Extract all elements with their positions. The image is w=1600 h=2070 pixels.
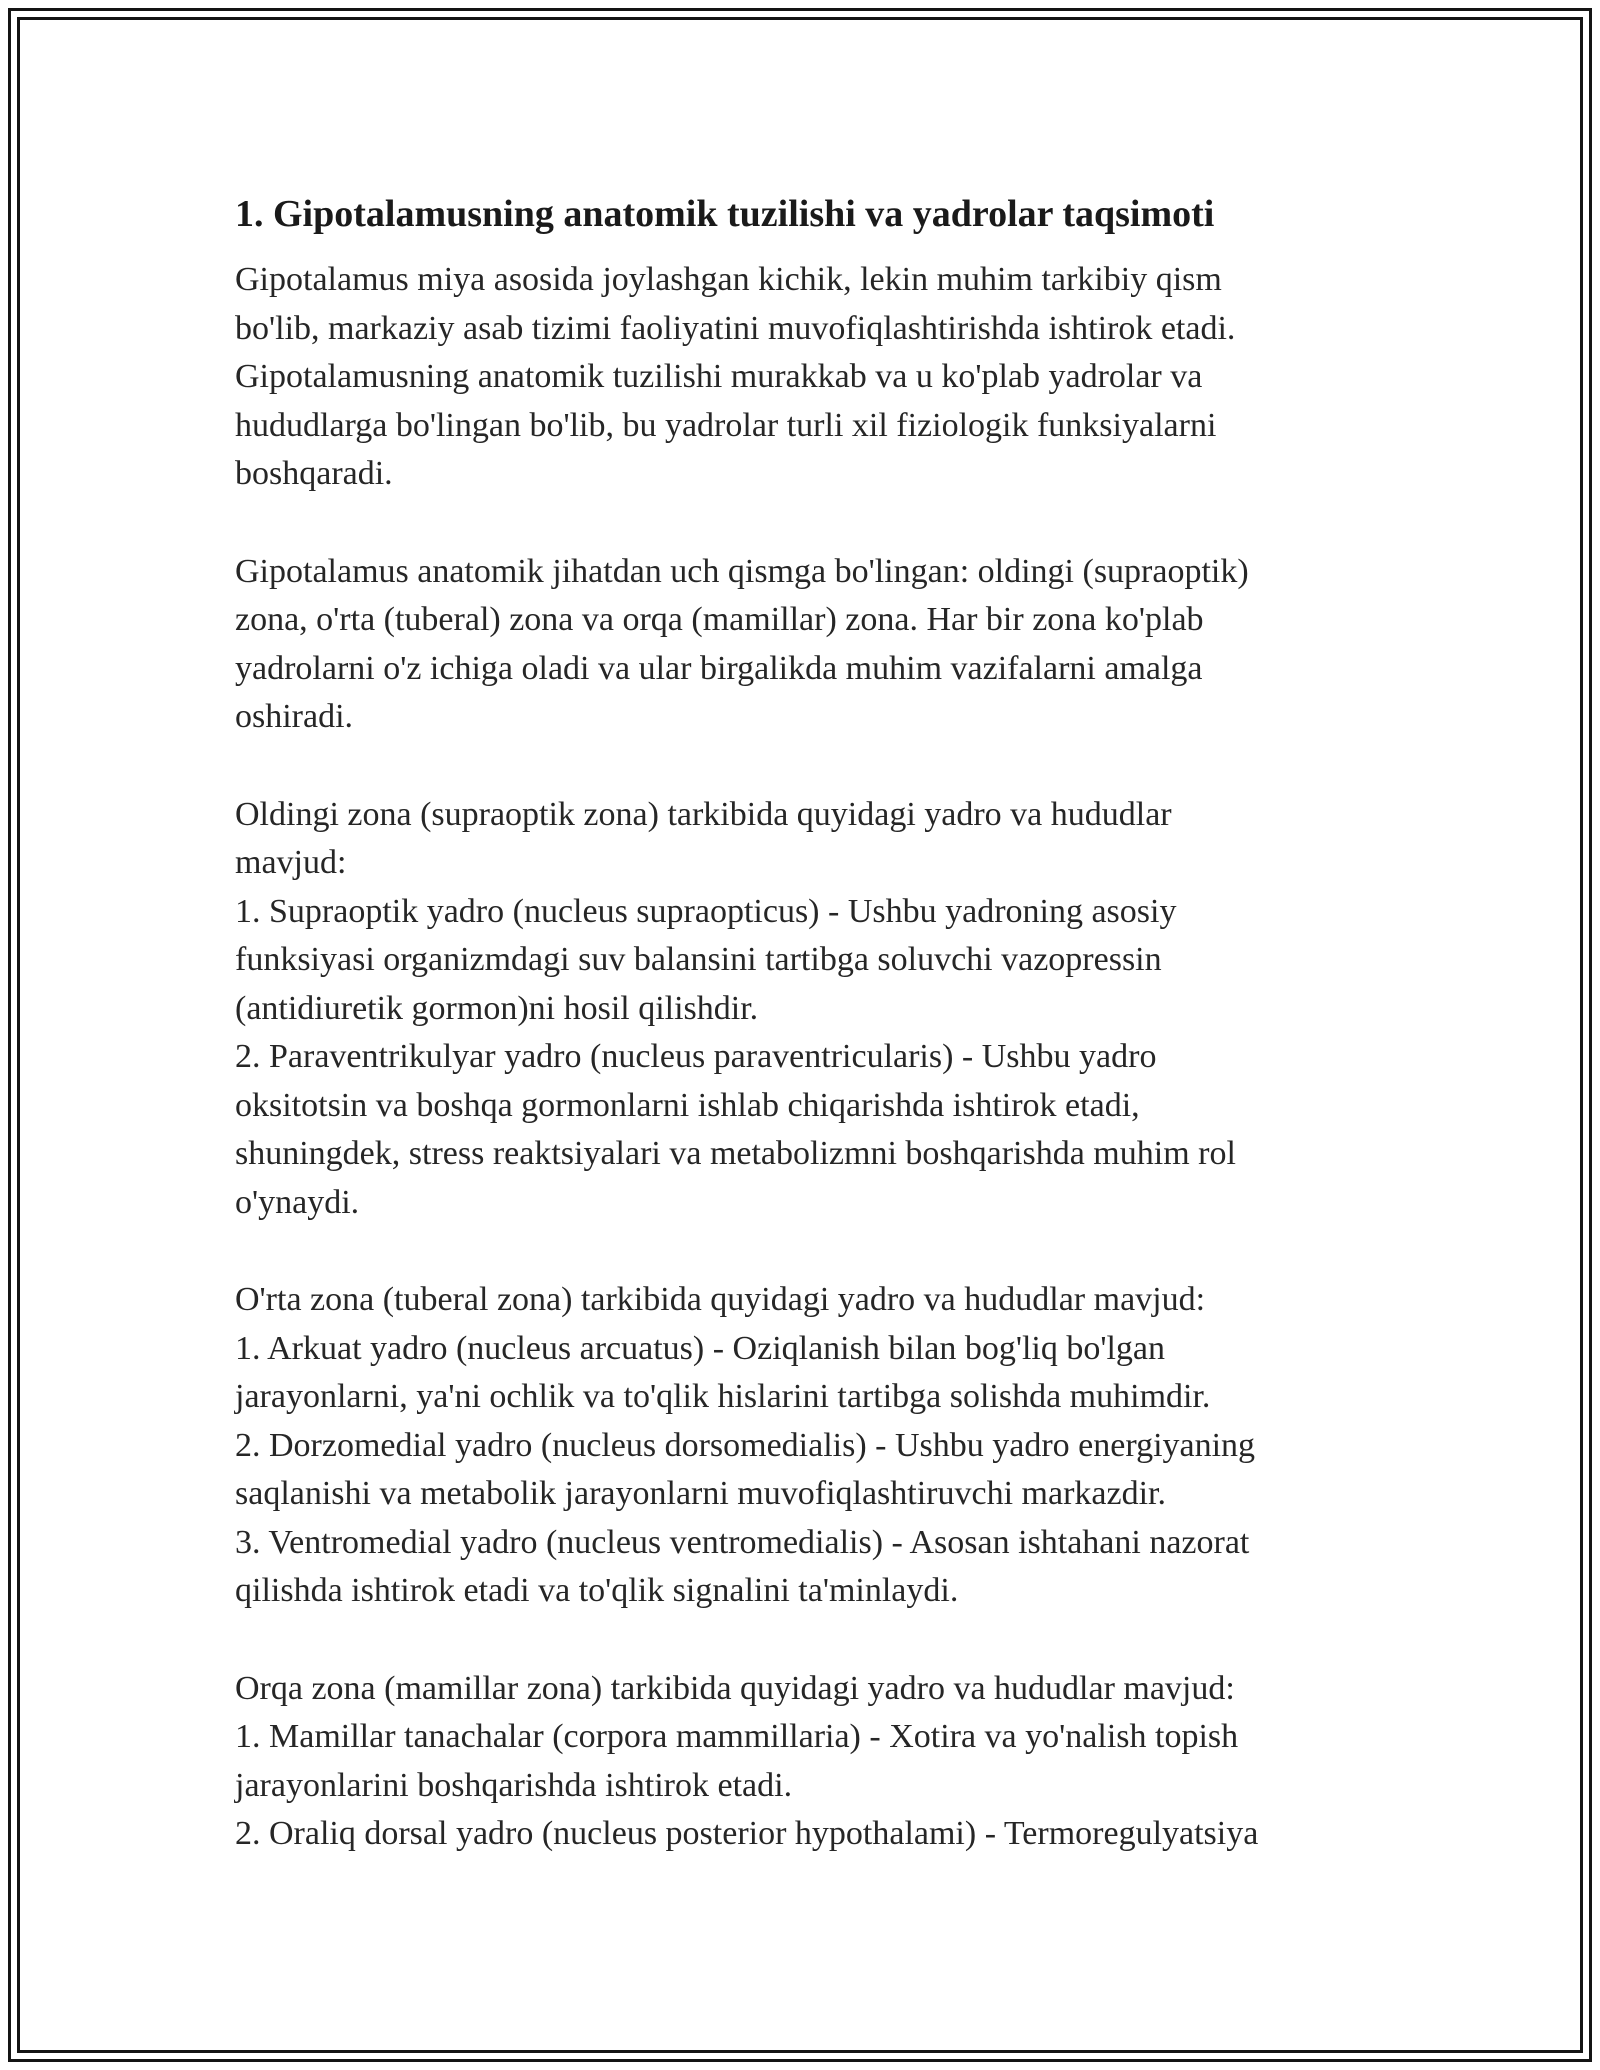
- text-line: yadrolarni o'z ichiga oladi va ular birgalikda muhim vazifalarni amalga: [235, 649, 1203, 687]
- text-line: O'rta zona (tuberal zona) tarkibida quyidagi yadro va hududlar mavjud:: [235, 1281, 1206, 1318]
- text-line: shuningdek, stress reaktsiyalari va metabolizmni boshqarishda muhim rol: [235, 1135, 1236, 1172]
- text-line: (antidiuretik gormon)ni hosil qilishdir.: [235, 989, 759, 1027]
- text-line: Orqa zona (mamillar zona) tarkibida quyidagi yadro va hududlar mavjud:: [235, 1669, 1235, 1707]
- text-line: bo'lib, markaziy asab tizimi faoliyatini muvofiqlashtirishda ishtirok etadi.: [235, 309, 1236, 347]
- document-body: [235, 182, 1365, 1859]
- text-line: hududlarga bo'lingan bo'lib, bu yadrolar turli xil fiziologik funksiyalarni: [235, 406, 1217, 444]
- list-item: 2. Paraventrikulyar yadro (nucleus paraventricularis) - Ushbu yadro: [235, 1038, 1157, 1075]
- paragraph-posterior-zone: [235, 1665, 1365, 1859]
- text-line: mavjud:: [235, 844, 347, 881]
- text-line: Gipotalamusning anatomik tuzilishi murakkab va u ko'plab yadrolar va: [235, 358, 1203, 395]
- text-line: Oldingi zona (supraoptik zona) tarkibida quyidagi yadro va hududlar: [235, 795, 1172, 833]
- list-item: 2. Oraliq dorsal yadro (nucleus posterior hypothalami) - Termoregulyatsiya: [235, 1815, 1259, 1852]
- text-line: o'ynaydi.: [235, 1183, 360, 1221]
- text-line: zona, o'rta (tuberal) zona va orqa (mamillar) zona. Har bir zona ko'plab: [235, 601, 1204, 638]
- section-title: 1. Gipotalamusning anatomik tuzilishi va yadrolar taqsimoti: [235, 193, 1215, 235]
- text-line: Gipotalamus anatomik jihatdan uch qismga bo'lingan: oldingi (supraoptik): [235, 552, 1249, 590]
- text-line: saqlanishi va metabolik jarayonlarni muvofiqlashtiruvchi markazdir.: [235, 1475, 1166, 1512]
- text-line: oksitotsin va boshqa gormonlarni ishlab chiqarishda ishtirok etadi,: [235, 1086, 1140, 1124]
- text-line: Gipotalamus miya asosida joylashgan kichik, lekin muhim tarkibiy qism: [235, 261, 1222, 298]
- text-line: jarayonlarini boshqarishda ishtirok etadi.: [235, 1766, 793, 1804]
- text-line: oshiradi.: [235, 698, 354, 735]
- paragraph-anterior-zone: [235, 791, 1365, 1228]
- paragraph-introduction: [235, 256, 1365, 499]
- list-item: 1. Arkuat yadro (nucleus arcuatus) - Oziqlanish bilan bog'liq bo'lgan: [235, 1329, 1166, 1367]
- list-item: 1. Supraoptik yadro (nucleus supraopticus) - Ushbu yadroning asosiy: [235, 892, 1177, 930]
- paragraph-middle-zone: [235, 1276, 1365, 1616]
- text-line: jarayonlarni, ya'ni ochlik va to'qlik hislarini tartibga solishda muhimdir.: [235, 1378, 1211, 1415]
- paragraph-zones-overview: [235, 548, 1365, 742]
- text-line: boshqaradi.: [235, 455, 393, 492]
- list-item: 3. Ventromedial yadro (nucleus ventromedialis) - Asosan ishtahani nazorat: [235, 1523, 1250, 1561]
- text-line: funksiyasi organizmdagi suv balansini tartibga soluvchi vazopressin: [235, 941, 1162, 978]
- list-item: 1. Mamillar tanachalar (corpora mammillaria) - Xotira va yo'nalish topish: [235, 1718, 1239, 1755]
- text-line: qilishda ishtirok etadi va to'qlik signalini ta'minlaydi.: [235, 1572, 959, 1609]
- list-item: 2. Dorzomedial yadro (nucleus dorsomedialis) - Ushbu yadro energiyaning: [235, 1426, 1256, 1464]
